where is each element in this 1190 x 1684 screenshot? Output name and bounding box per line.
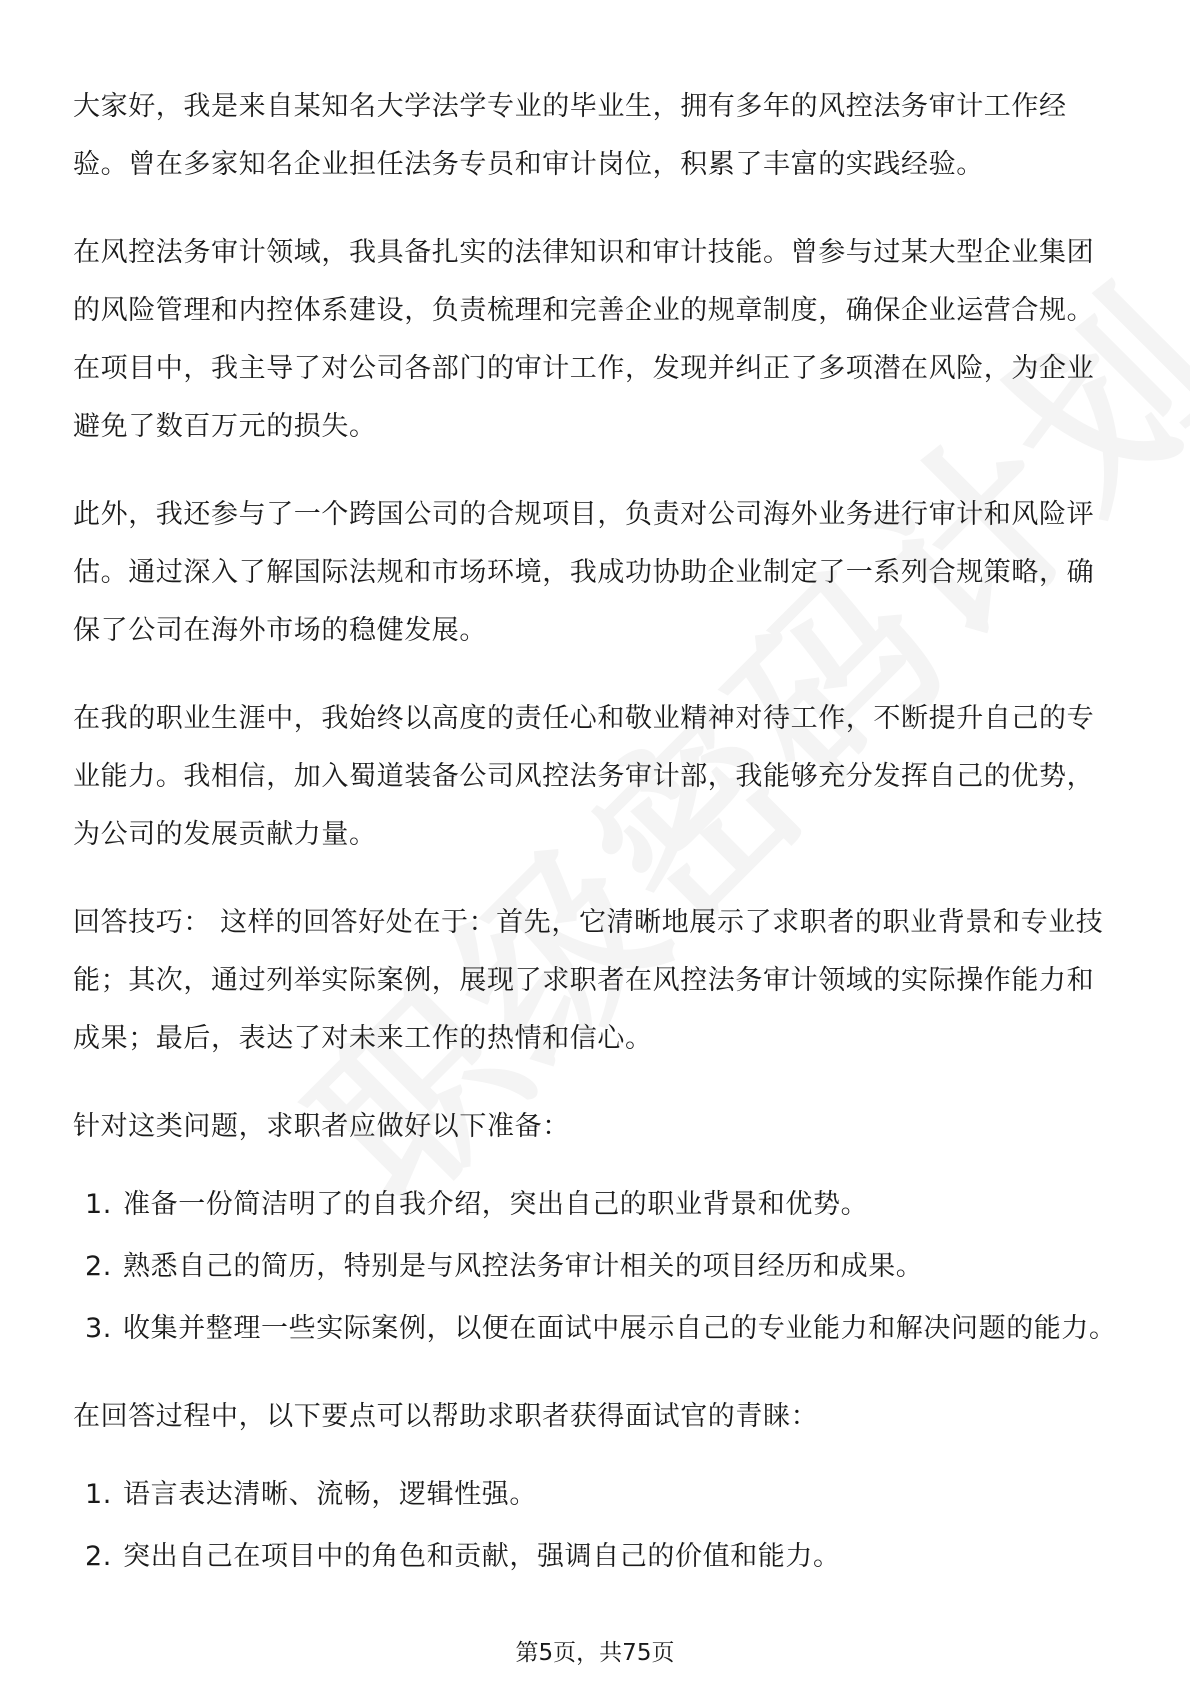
list-item: [73, 1528, 1119, 1586]
tips-list: [73, 1466, 1119, 1586]
list-item: [73, 1300, 1119, 1358]
page-number: 第5页，共75页: [515, 1640, 675, 1666]
list-number: 2.: [85, 1251, 112, 1282]
prep-list: [73, 1176, 1119, 1358]
list-item: [73, 1176, 1119, 1234]
list-number: 3.: [85, 1313, 112, 1344]
list-item: [73, 1238, 1119, 1296]
list-text: 语言表达清晰、流畅，逻辑性强。: [123, 1479, 537, 1510]
paragraph-answer-tips: 回答技巧： 这样的回答好处在于：首先，它清晰地展示了求职者的职业背景和专业技能；其次，通过列举实际案例，展现了求职者在风控法务审计领域的实际操作能力和成果；最后，表达了对未来工作的热情和信心。: [73, 907, 1104, 1054]
list-number: 2.: [85, 1541, 112, 1572]
list-text: 收集并整理一些实际案例，以便在面试中展示自己的专业能力和解决问题的能力。: [123, 1313, 1117, 1344]
prep-intro: 针对这类问题，求职者应做好以下准备：: [73, 1111, 570, 1142]
paragraph-compliance-project: 此外，我还参与了一个跨国公司的合规项目，负责对公司海外业务进行审计和风险评估。通过深入了解国际法规和市场环境，我成功协助企业制定了一系列合规策略，确保了公司在海外市场的稳健发展。: [73, 499, 1095, 646]
paragraph-self-intro: 大家好，我是来自某知名大学法学专业的毕业生，拥有多年的风控法务审计工作经验。曾在多家知名企业担任法务专员和审计岗位，积累了丰富的实践经验。: [73, 91, 1067, 180]
list-text: 熟悉自己的简历，特别是与风控法务审计相关的项目经历和成果。: [123, 1251, 924, 1282]
paragraph-career: 在我的职业生涯中，我始终以高度的责任心和敬业精神对待工作，不断提升自己的专业能力。我相信，加入蜀道装备公司风控法务审计部，我能够充分发挥自己的优势，为公司的发展贡献力量。: [73, 703, 1095, 850]
list-text: 准备一份简洁明了的自我介绍，突出自己的职业背景和优势。: [123, 1189, 869, 1220]
list-number: 1.: [85, 1189, 112, 1220]
paragraph-expertise: 在风控法务审计领域，我具备扎实的法律知识和审计技能。曾参与过某大型企业集团的风险管理和内控体系建设，负责梳理和完善企业的规章制度，确保企业运营合规。在项目中，我主导了对公司各部门的审计工作，发现并纠正了多项潜在风险，为企业避免了数百万元的损失。: [73, 237, 1095, 442]
list-text: 突出自己在项目中的角色和贡献，强调自己的价值和能力。: [123, 1541, 841, 1572]
page-content: [73, 78, 1119, 1616]
tips-intro: 在回答过程中，以下要点可以帮助求职者获得面试官的青睐：: [73, 1401, 819, 1432]
list-item: [73, 1466, 1119, 1524]
list-number: 1.: [85, 1479, 112, 1510]
